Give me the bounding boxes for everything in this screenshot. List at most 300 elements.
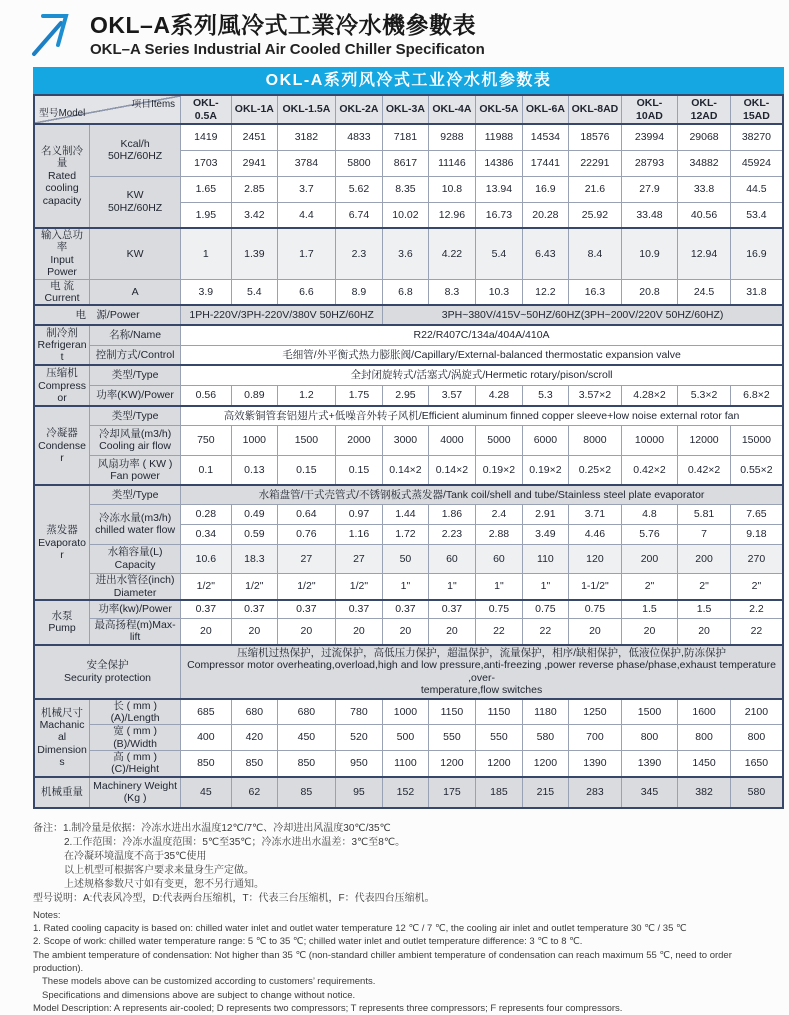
spec-value: 7.65 xyxy=(730,504,783,524)
spec-value: 1.95 xyxy=(181,202,232,228)
spec-value: 850 xyxy=(181,751,232,777)
row-item-label: 风扇功率 ( KW ) Fan power xyxy=(90,455,181,485)
spec-value: 0.97 xyxy=(335,504,383,524)
spec-value: 0.75 xyxy=(522,600,568,618)
model-col-header: OKL-2A xyxy=(335,95,383,124)
spec-value: 全封闭旋转式/活塞式/涡旋式/Hermetic rotary/pison/scroll xyxy=(181,365,783,385)
note-line: 2. Scope of work: chilled water temperature range: 5 ℃ to 35 ℃; chilled water inlet and outlet temperature difference: 3 ℃ to 8 ℃. xyxy=(33,936,583,948)
spec-value: 0.75 xyxy=(569,600,622,618)
page-subtitle: OKL–A Series Industrial Air Cooled Chiller Specificaton xyxy=(90,41,485,58)
spec-value: 0.37 xyxy=(278,600,336,618)
row-item-label: 类型/Type xyxy=(90,485,181,504)
model-col-header: OKL-0.5A xyxy=(181,95,232,124)
spec-value: 1200 xyxy=(476,751,522,777)
model-col-header: OKL-5A xyxy=(476,95,522,124)
spec-value: 水箱盘管/干式壳管式/不锈钢板式蒸发器/Tank coil/shell and tube/Stainless steel plate evaporator xyxy=(181,485,783,504)
spec-value: 1419 xyxy=(181,124,232,150)
spec-value: 0.28 xyxy=(181,504,232,524)
spec-value: 2.91 xyxy=(522,504,568,524)
spec-value: 382 xyxy=(678,777,731,808)
spec-value: 3.7 xyxy=(278,176,336,202)
spec-value: 1500 xyxy=(621,699,678,725)
spec-value: 10000 xyxy=(621,425,678,455)
note-line: Specifications and dimensions above are subject to change without notice. xyxy=(42,989,356,1001)
spec-value: 60 xyxy=(476,544,522,573)
spec-value: 14386 xyxy=(476,150,522,176)
row-group-label: 电 源/Power xyxy=(34,305,181,325)
spec-value: 5.3 xyxy=(522,385,568,406)
spec-value: 20 xyxy=(181,618,232,644)
spec-value: 1" xyxy=(522,573,568,600)
spec-value: 0.19×2 xyxy=(476,455,522,485)
spec-value: 22 xyxy=(730,618,783,644)
spec-value: 750 xyxy=(181,425,232,455)
spec-value: 120 xyxy=(569,544,622,573)
table-title-banner: OKL-A系列风冷式工业冷水机参数表 xyxy=(33,67,784,94)
spec-value: 4833 xyxy=(335,124,383,150)
spec-value: 215 xyxy=(522,777,568,808)
spec-value: 0.55×2 xyxy=(730,455,783,485)
spec-value: 0.13 xyxy=(231,455,277,485)
spec-value: 24.5 xyxy=(678,279,731,305)
spec-value: 700 xyxy=(569,725,622,751)
spec-value: 1600 xyxy=(678,699,731,725)
row-group-label: 电 流 Current xyxy=(34,279,90,305)
spec-value: 5.76 xyxy=(621,524,678,544)
spec-value: 1.44 xyxy=(383,504,428,524)
title-block xyxy=(90,7,485,58)
note-line: Notes: xyxy=(33,909,61,921)
spec-value: 1" xyxy=(428,573,476,600)
model-col-header: OKL-15AD xyxy=(730,95,783,124)
spec-value: 13.94 xyxy=(476,176,522,202)
spec-value: 1" xyxy=(383,573,428,600)
spec-value: 12.2 xyxy=(522,279,568,305)
model-col-header: OKL-8AD xyxy=(569,95,622,124)
spec-value: 1390 xyxy=(621,751,678,777)
spec-value: 950 xyxy=(335,751,383,777)
spec-value: 2451 xyxy=(231,124,277,150)
spec-value: 550 xyxy=(428,725,476,751)
spec-value: 31.8 xyxy=(730,279,783,305)
spec-value: 3000 xyxy=(383,425,428,455)
spec-value: 0.49 xyxy=(231,504,277,524)
spec-value: 6.43 xyxy=(522,228,568,279)
spec-value: 2941 xyxy=(231,150,277,176)
note-line: 1. Rated cooling capacity is based on: chilled water inlet and outlet water temperature 12 ℃ / 7 ℃, the cooling air inlet and outlet temperature 30 ℃ / 35 ℃ xyxy=(33,923,687,935)
row-item-label: KW xyxy=(90,228,181,279)
spec-value: 4.28×2 xyxy=(621,385,678,406)
spec-value: 95 xyxy=(335,777,383,808)
spec-value: 23994 xyxy=(621,124,678,150)
spec-value: R22/R407C/134a/404A/410A xyxy=(181,325,783,345)
spec-value: 1.5 xyxy=(621,600,678,618)
spec-value: 1-1/2" xyxy=(569,573,622,600)
spec-value: 0.14×2 xyxy=(383,455,428,485)
spec-value: 1650 xyxy=(730,751,783,777)
spec-value: 185 xyxy=(476,777,522,808)
spec-value: 5800 xyxy=(335,150,383,176)
spec-value: 6.8×2 xyxy=(730,385,783,406)
spec-value: 28793 xyxy=(621,150,678,176)
spec-value: 1180 xyxy=(522,699,568,725)
row-item-label: 进出水管径(inch) Diameter xyxy=(90,573,181,600)
spec-value: 345 xyxy=(621,777,678,808)
spec-value: 45 xyxy=(181,777,232,808)
spec-value: 8000 xyxy=(569,425,622,455)
note-line: 上述规格参数尺寸如有变更，恕不另行通知。 xyxy=(64,878,264,890)
spec-value: 3.9 xyxy=(181,279,232,305)
spec-value: 6.6 xyxy=(278,279,336,305)
spec-value: 2.4 xyxy=(476,504,522,524)
model-col-header: OKL-3A xyxy=(383,95,428,124)
row-item-label: 类型/Type xyxy=(90,406,181,425)
spec-value: 1450 xyxy=(678,751,731,777)
spec-value: 175 xyxy=(428,777,476,808)
spec-value: 5000 xyxy=(476,425,522,455)
spec-value: 16.3 xyxy=(569,279,622,305)
spec-value: 2.2 xyxy=(730,600,783,618)
row-group-label: 制冷剂 Refrigerant xyxy=(34,325,90,365)
spec-value: 0.37 xyxy=(428,600,476,618)
spec-value: 15000 xyxy=(730,425,783,455)
spec-value: 44.5 xyxy=(730,176,783,202)
spec-value: 450 xyxy=(278,725,336,751)
row-item-label: Kcal/h 50HZ/60HZ xyxy=(90,124,181,176)
spec-value: 3.57×2 xyxy=(569,385,622,406)
row-item-label: 冷冻水量(m3/h) chilled water flow xyxy=(90,504,181,544)
spec-value: 22 xyxy=(476,618,522,644)
spec-value: 1PH-220V/3PH-220V/380V 50HZ/60HZ xyxy=(181,305,383,325)
spec-value: 800 xyxy=(621,725,678,751)
model-col-header: OKL-6A xyxy=(522,95,568,124)
spec-value: 1.7 xyxy=(278,228,336,279)
row-item-label: 长 ( mm ) (A)/Length xyxy=(90,699,181,725)
spec-value: 3.42 xyxy=(231,202,277,228)
spec-value: 270 xyxy=(730,544,783,573)
spec-value: 16.9 xyxy=(522,176,568,202)
spec-value: 20 xyxy=(678,618,731,644)
spec-value: 20.8 xyxy=(621,279,678,305)
spec-value: 高效紫铜管套铝翅片式+低噪音外转子风机/Efficient aluminum finned copper sleeve+low noise external rotor fan xyxy=(181,406,783,425)
spec-value: 毛细管/外平衡式热力膨胀阀/Capillary/External-balanced thermostatic expansion valve xyxy=(181,345,783,365)
spec-value: 10.9 xyxy=(621,228,678,279)
spec-value: 0.37 xyxy=(335,600,383,618)
spec-value: 2.3 xyxy=(335,228,383,279)
spec-value: 25.92 xyxy=(569,202,622,228)
spec-value: 53.4 xyxy=(730,202,783,228)
spec-value: 2.88 xyxy=(476,524,522,544)
spec-value: 2.95 xyxy=(383,385,428,406)
spec-value: 10.3 xyxy=(476,279,522,305)
spec-value: 1.75 xyxy=(335,385,383,406)
row-group-label: 水泵 Pump xyxy=(34,600,90,644)
spec-value: 420 xyxy=(231,725,277,751)
spec-value: 1200 xyxy=(428,751,476,777)
row-group-label: 安全保护 Security protection xyxy=(34,645,181,699)
spec-value: 1/2" xyxy=(231,573,277,600)
spec-value: 33.48 xyxy=(621,202,678,228)
spec-value: 85 xyxy=(278,777,336,808)
spec-value: 2100 xyxy=(730,699,783,725)
row-item-label: A xyxy=(90,279,181,305)
spec-value: 4.28 xyxy=(476,385,522,406)
model-col-header: OKL-10AD xyxy=(621,95,678,124)
spec-value: 4.4 xyxy=(278,202,336,228)
spec-value: 1703 xyxy=(181,150,232,176)
spec-value: 2.23 xyxy=(428,524,476,544)
spec-value: 20 xyxy=(383,618,428,644)
corner-items-label: 项目Items xyxy=(131,99,176,110)
spec-value: 3.6 xyxy=(383,228,428,279)
spec-value: 8.9 xyxy=(335,279,383,305)
spec-value: 0.59 xyxy=(231,524,277,544)
spec-value: 200 xyxy=(621,544,678,573)
spec-value: 10.02 xyxy=(383,202,428,228)
spec-value: 2" xyxy=(621,573,678,600)
spec-value: 33.8 xyxy=(678,176,731,202)
row-group-label: 输入总功率 Input Power xyxy=(34,228,90,279)
spec-value: 0.76 xyxy=(278,524,336,544)
spec-value: 550 xyxy=(476,725,522,751)
spec-value: 580 xyxy=(522,725,568,751)
model-col-header: OKL-12AD xyxy=(678,95,731,124)
spec-value: 1/2" xyxy=(335,573,383,600)
spec-value: 520 xyxy=(335,725,383,751)
spec-value: 400 xyxy=(181,725,232,751)
spec-value: 压缩机过热保护，过流保护，高低压力保护，超温保护，流量保护，相序/缺相保护，低液位保护,防冻保护 Compressor motor overheating,overload,high and low pressure,anti-freezing ,power reverse phase/phase,exhaust temperature ,over- temperature,flow switches xyxy=(181,645,783,699)
spec-value: 20.28 xyxy=(522,202,568,228)
spec-value: 20 xyxy=(621,618,678,644)
spec-value: 2" xyxy=(730,573,783,600)
spec-value: 20 xyxy=(569,618,622,644)
spec-value: 4.46 xyxy=(569,524,622,544)
spec-value: 1" xyxy=(476,573,522,600)
spec-value: 1150 xyxy=(476,699,522,725)
spec-value: 17441 xyxy=(522,150,568,176)
spec-value: 18.3 xyxy=(231,544,277,573)
spec-value: 1390 xyxy=(569,751,622,777)
spec-value: 20 xyxy=(278,618,336,644)
page-header xyxy=(0,0,789,58)
spec-value: 38270 xyxy=(730,124,783,150)
spec-value: 152 xyxy=(383,777,428,808)
spec-value: 110 xyxy=(522,544,568,573)
spec-value: 2.85 xyxy=(231,176,277,202)
spec-value: 1 xyxy=(181,228,232,279)
spec-value: 1150 xyxy=(428,699,476,725)
spec-value: 62 xyxy=(231,777,277,808)
spec-value: 4.8 xyxy=(621,504,678,524)
spec-value: 7 xyxy=(678,524,731,544)
row-item-label: 水箱容量(L) Capacity xyxy=(90,544,181,573)
spec-value: 800 xyxy=(730,725,783,751)
spec-value: 12000 xyxy=(678,425,731,455)
spec-value: 5.4 xyxy=(231,279,277,305)
note-line: Model Description: A represents air-cooled; D represents two compressors; T represents three compressors; F represents four compressors. xyxy=(33,1002,623,1014)
notes-zh xyxy=(33,822,781,906)
note-line: 在冷凝环境温度不高于35℃使用 xyxy=(64,850,207,862)
note-line: 2.工作范围：冷冻水温度范围：5℃至35℃；冷冻水进出水温差：3℃至8℃。 xyxy=(64,836,406,848)
spec-value: 5.4 xyxy=(476,228,522,279)
spec-value: 0.25×2 xyxy=(569,455,622,485)
spec-value: 18576 xyxy=(569,124,622,150)
row-item-label: 宽 ( mm ) (B)/Width xyxy=(90,725,181,751)
spec-value: 20 xyxy=(231,618,277,644)
spec-value: 0.19×2 xyxy=(522,455,568,485)
spec-value: 9.18 xyxy=(730,524,783,544)
spec-value: 0.75 xyxy=(476,600,522,618)
spec-value: 3.57 xyxy=(428,385,476,406)
spec-value: 680 xyxy=(231,699,277,725)
row-group-label: 名义制冷量 Rated cooling capacity xyxy=(34,124,90,228)
spec-table xyxy=(33,94,784,809)
spec-value: 22 xyxy=(522,618,568,644)
spec-value: 1100 xyxy=(383,751,428,777)
spec-value: 40.56 xyxy=(678,202,731,228)
spec-value: 0.34 xyxy=(181,524,232,544)
spec-value: 0.37 xyxy=(231,600,277,618)
spec-value: 10.6 xyxy=(181,544,232,573)
row-item-label: 类型/Type xyxy=(90,365,181,385)
spec-value: 12.96 xyxy=(428,202,476,228)
spec-value: 8.4 xyxy=(569,228,622,279)
spec-value: 1/2" xyxy=(181,573,232,600)
model-col-header: OKL-1.5A xyxy=(278,95,336,124)
spec-value: 7181 xyxy=(383,124,428,150)
spec-value: 6000 xyxy=(522,425,568,455)
corner-model-label: 型号Model xyxy=(39,108,86,120)
spec-value: 1.72 xyxy=(383,524,428,544)
note-line: 型号说明：A:代表风冷型，D:代表两台压缩机，T：代表三台压缩机，F：代表四台压缩机。 xyxy=(33,892,435,904)
spec-value: 4000 xyxy=(428,425,476,455)
spec-value: 16.73 xyxy=(476,202,522,228)
spec-value: 2000 xyxy=(335,425,383,455)
note-line: 备注：1.制冷量是依据：冷冻水进出水温度12℃/7℃、冷却进出风温度30℃/35℃ xyxy=(33,822,391,834)
page-title: OKL–A系列風冷式工業冷水機參數表 xyxy=(90,12,476,38)
spec-value: 500 xyxy=(383,725,428,751)
spec-value: 1200 xyxy=(522,751,568,777)
spec-value: 0.89 xyxy=(231,385,277,406)
spec-value: 5.62 xyxy=(335,176,383,202)
spec-value: 0.1 xyxy=(181,455,232,485)
spec-value: 45924 xyxy=(730,150,783,176)
spec-value: 2" xyxy=(678,573,731,600)
row-item-label: 冷却风量(m3/h) Cooling air flow xyxy=(90,425,181,455)
spec-value: 680 xyxy=(278,699,336,725)
row-item-label: 最高扬程(m)Max-lift xyxy=(90,618,181,644)
spec-value: 11146 xyxy=(428,150,476,176)
row-item-label: KW 50HZ/60HZ xyxy=(90,176,181,228)
spec-value: 27.9 xyxy=(621,176,678,202)
spec-value: 1.39 xyxy=(231,228,277,279)
spec-value: 20 xyxy=(428,618,476,644)
row-group-label: 蒸发器 Evaporator xyxy=(34,485,90,600)
spec-value: 6.8 xyxy=(383,279,428,305)
row-group-label: 冷凝器 Condenser xyxy=(34,406,90,485)
spec-value: 10.8 xyxy=(428,176,476,202)
spec-value: 8.35 xyxy=(383,176,428,202)
row-item-label: 功率(KW)/Power xyxy=(90,385,181,406)
logo-arrow-icon xyxy=(30,9,78,57)
spec-value: 11988 xyxy=(476,124,522,150)
row-item-label: 高 ( mm ) (C)/Height xyxy=(90,751,181,777)
spec-value: 29068 xyxy=(678,124,731,150)
spec-value: 14534 xyxy=(522,124,568,150)
spec-value: 34882 xyxy=(678,150,731,176)
spec-value: 0.15 xyxy=(335,455,383,485)
spec-value: 0.42×2 xyxy=(621,455,678,485)
spec-value: 0.64 xyxy=(278,504,336,524)
model-col-header: OKL-4A xyxy=(428,95,476,124)
spec-value: 580 xyxy=(730,777,783,808)
row-item-label: 名称/Name xyxy=(90,325,181,345)
spec-value: 8617 xyxy=(383,150,428,176)
row-item-label: 控制方式/Control xyxy=(90,345,181,365)
spec-value: 60 xyxy=(428,544,476,573)
spec-value: 12.94 xyxy=(678,228,731,279)
row-group-label: 压缩机 Compressor xyxy=(34,365,90,406)
spec-value: 5.3×2 xyxy=(678,385,731,406)
spec-value: 1.2 xyxy=(278,385,336,406)
spec-value: 800 xyxy=(678,725,731,751)
note-line: The ambient temperature of condensation: Not higher than 35 ℃ (non-standard chiller ambient temperature of condensation can reach maximum 55 ℃, need to order production). xyxy=(33,949,732,974)
spec-value: 850 xyxy=(278,751,336,777)
spec-value: 27 xyxy=(278,544,336,573)
spec-value: 1500 xyxy=(278,425,336,455)
spec-value: 0.15 xyxy=(278,455,336,485)
row-group-label: 机械重量 xyxy=(34,777,90,808)
row-group-label: 机械尺寸 Machanical Dimensions xyxy=(34,699,90,777)
spec-value: 283 xyxy=(569,777,622,808)
spec-value: 3182 xyxy=(278,124,336,150)
spec-value: 27 xyxy=(335,544,383,573)
spec-value: 20 xyxy=(335,618,383,644)
spec-value: 1000 xyxy=(383,699,428,725)
spec-value: 16.9 xyxy=(730,228,783,279)
spec-value: 5.81 xyxy=(678,504,731,524)
spec-value: 22291 xyxy=(569,150,622,176)
spec-value: 8.3 xyxy=(428,279,476,305)
spec-value: 50 xyxy=(383,544,428,573)
spec-value: 0.37 xyxy=(181,600,232,618)
spec-value: 1250 xyxy=(569,699,622,725)
spec-value: 200 xyxy=(678,544,731,573)
spec-value: 3PH~380V/415V~50HZ/60HZ(3PH~200V/220V 50HZ/60HZ) xyxy=(383,305,783,325)
spec-value: 0.14×2 xyxy=(428,455,476,485)
spec-value: 3.49 xyxy=(522,524,568,544)
spec-value: 6.74 xyxy=(335,202,383,228)
row-item-label: Machinery Weight (Kg ) xyxy=(90,777,181,808)
spec-value: 0.56 xyxy=(181,385,232,406)
spec-value: 1.16 xyxy=(335,524,383,544)
spec-value: 0.42×2 xyxy=(678,455,731,485)
spec-value: 9288 xyxy=(428,124,476,150)
row-item-label: 功率(kw)/Power xyxy=(90,600,181,618)
table-corner-cell xyxy=(34,95,181,124)
spec-value: 1000 xyxy=(231,425,277,455)
spec-value: 1.65 xyxy=(181,176,232,202)
spec-value: 780 xyxy=(335,699,383,725)
spec-value: 3.71 xyxy=(569,504,622,524)
spec-value: 21.6 xyxy=(569,176,622,202)
spec-value: 4.22 xyxy=(428,228,476,279)
spec-table-body xyxy=(34,95,783,808)
note-line: 以上机型可根据客户要求来量身生产定做。 xyxy=(64,864,254,876)
spec-value: 1.5 xyxy=(678,600,731,618)
spec-value: 1.86 xyxy=(428,504,476,524)
model-col-header: OKL-1A xyxy=(231,95,277,124)
